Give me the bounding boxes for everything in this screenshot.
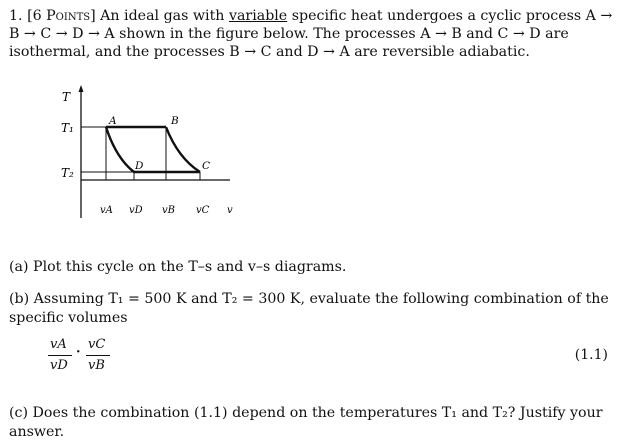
tick-va: vA <box>100 205 113 216</box>
fraction-vd: vD <box>50 358 68 373</box>
point-a-label: A <box>109 115 117 127</box>
tick-vb: vB <box>162 205 175 216</box>
process-d-a <box>106 127 134 172</box>
fraction-bar-2 <box>86 355 110 356</box>
fraction-vb: vB <box>88 358 105 373</box>
equation-number: (1.1) <box>574 347 608 363</box>
fraction-bar-1 <box>48 355 72 356</box>
point-b-label: B <box>171 115 179 127</box>
problem-points: [6 Points] <box>27 8 96 24</box>
tick-vc: vC <box>196 205 210 216</box>
part-c-line-2: answer. <box>9 424 65 440</box>
process-b-c <box>166 127 200 172</box>
problem-number: 1. <box>9 8 23 24</box>
fraction-vc: vC <box>88 337 106 352</box>
intro-text-a: An ideal gas with <box>100 8 225 24</box>
problem-line-3: isothermal, and the processes B → C and D → A are reversible adiabatic. <box>9 44 530 60</box>
point-c-label: C <box>202 160 211 172</box>
t2-label: T₂ <box>61 166 74 180</box>
part-c-line-1: (c) Does the combination (1.1) depend on the temperatures T₁ and T₂? Justify your <box>9 405 603 421</box>
x-axis-label: v <box>227 205 233 216</box>
part-b-line-2: specific volumes <box>9 310 128 326</box>
y-axis-arrow <box>79 85 84 92</box>
part-a: (a) Plot this cycle on the T–s and v–s diagrams. <box>9 259 347 275</box>
problem-line-2: B → C → D → A shown in the figure below. The processes A → B and C → D are <box>9 26 569 42</box>
tick-vd: vD <box>129 205 143 216</box>
variable-underlined: variable <box>228 8 288 24</box>
t1-label: T₁ <box>61 121 74 135</box>
fraction-va: vA <box>50 337 67 352</box>
multiplication-dot: · <box>76 345 81 360</box>
part-b-line-1: (b) Assuming T₁ = 500 K and T₂ = 300 K, evaluate the following combination of the <box>9 291 609 307</box>
intro-text-b: specific heat undergoes a cyclic process A → <box>291 8 613 24</box>
y-axis-label: T <box>62 90 71 104</box>
volume-ratio-equation <box>44 337 114 377</box>
point-d-label: D <box>135 160 144 172</box>
